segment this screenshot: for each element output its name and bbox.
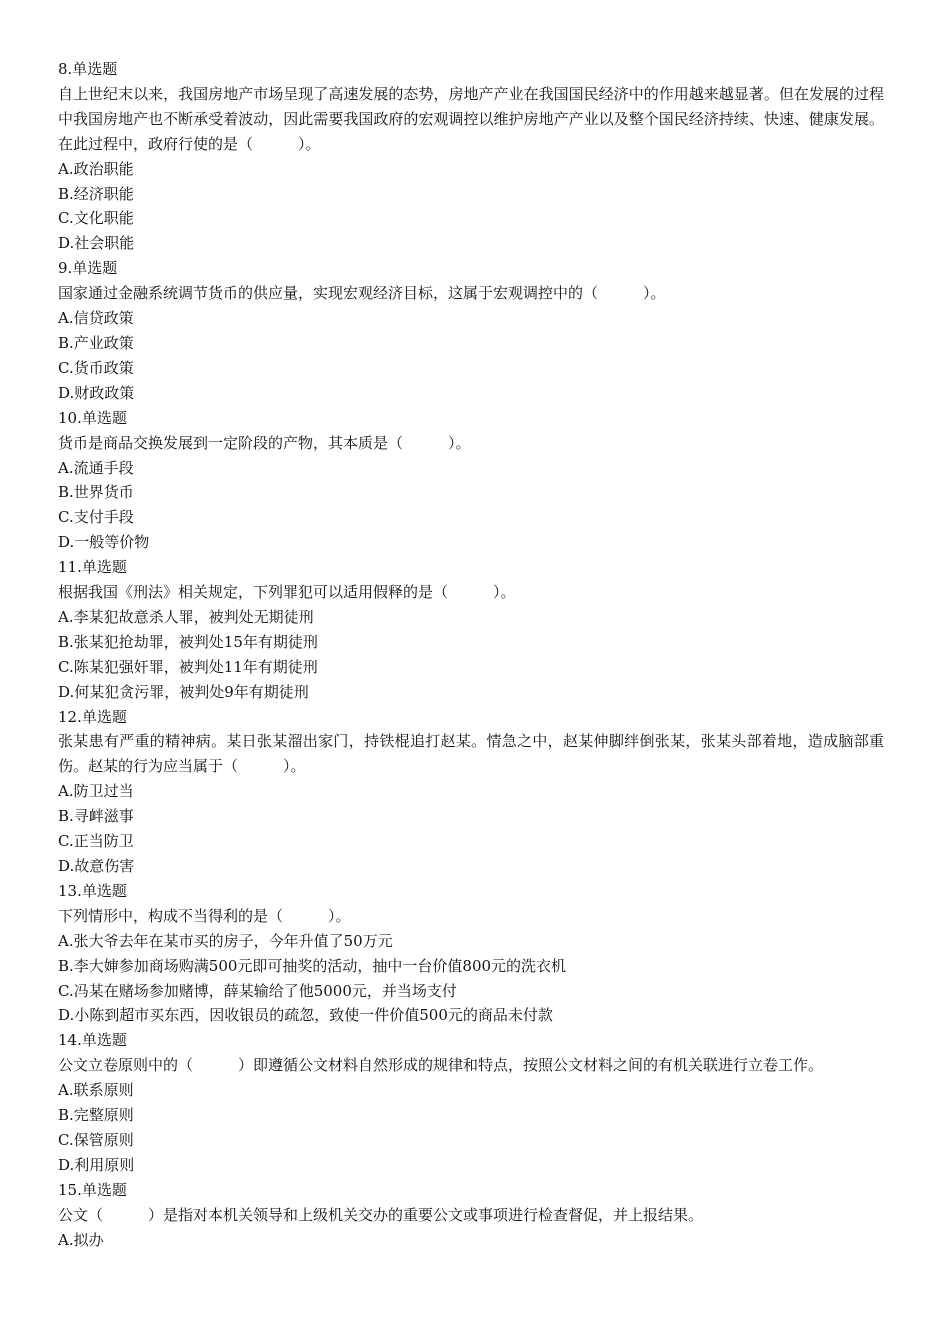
question-header: 11.单选题 — [58, 558, 127, 577]
option-b: B.完整原则 — [58, 1106, 134, 1125]
question-12 — [58, 705, 884, 879]
option-c: C.冯某在赌场参加赌博，薛某输给了他5000元，并当场支付 — [58, 981, 457, 1000]
question-14 — [58, 1028, 884, 1177]
option-d: D.故意伤害 — [58, 857, 135, 875]
question-10 — [58, 406, 884, 555]
question-stem: 自上世纪末以来，我国房地产市场呈现了高速发展的态势，房地产产业在我国国民经济中的作用越来越显著。但在发展的过程中我国房地产也不断承受着波动，因此需要我国政府的宏观调控以维护房地产产业以及整个国民经济持续、快速、健康发展。在此过程中，政府行使的是（ ）。 — [58, 84, 884, 153]
option-c: C.保管原则 — [58, 1130, 134, 1149]
option-a: A.信贷政策 — [58, 309, 134, 328]
option-a: A.拟办 — [58, 1230, 104, 1249]
question-stem: 张某患有严重的精神病。某日张某溜出家门，持铁棍追打赵某。情急之中，赵某伸脚绊倒张某，张某头部着地，造成脑部重伤。赵某的行为应当属于（ ）。 — [58, 732, 884, 776]
question-header: 9.单选题 — [58, 259, 118, 278]
option-b: B.经济职能 — [58, 184, 134, 203]
question-9 — [58, 256, 884, 405]
option-d: D.何某犯贪污罪，被判处9年有期徒刑 — [58, 682, 309, 701]
question-stem: 国家通过金融系统调节货币的供应量，实现宏观经济目标，这属于宏观调控中的（ ）。 — [58, 284, 666, 303]
question-header: 10.单选题 — [58, 408, 127, 427]
option-d: D.财政政策 — [58, 383, 135, 402]
option-c: C.正当防卫 — [58, 832, 134, 851]
question-11 — [58, 555, 884, 704]
option-a: A.张大爷去年在某市买的房子，今年升值了50万元 — [58, 931, 393, 950]
option-b: B.产业政策 — [58, 333, 134, 352]
option-b: B.张某犯抢劫罪，被判处15年有期徒刑 — [58, 632, 318, 651]
option-b: B.寻衅滋事 — [58, 807, 134, 826]
question-header: 12.单选题 — [58, 707, 127, 726]
exam-page — [58, 57, 884, 1253]
question-stem: 公文立卷原则中的（ ）即遵循公文材料自然形成的规律和特点，按照公文材料之间的有机关联进行立卷工作。 — [58, 1056, 824, 1075]
option-b: B.世界货币 — [58, 483, 134, 502]
question-stem: 根据我国《刑法》相关规定，下列罪犯可以适用假释的是（ ）。 — [58, 583, 516, 602]
question-stem: 公文（ ）是指对本机关领导和上级机关交办的重要公文或事项进行检查督促，并上报结果。 — [58, 1205, 704, 1224]
question-stem: 下列情形中，构成不当得利的是（ ）。 — [58, 906, 351, 925]
option-a: A.流通手段 — [58, 458, 134, 477]
question-stem: 货币是商品交换发展到一定阶段的产物，其本质是（ ）。 — [58, 433, 471, 452]
option-c: C.陈某犯强奸罪，被判处11年有期徒刑 — [58, 657, 318, 676]
option-d: D.利用原则 — [58, 1155, 135, 1174]
question-header: 8.单选题 — [58, 60, 118, 78]
option-d: D.小陈到超市买东西，因收银员的疏忽，致使一件价值500元的商品未付款 — [58, 1006, 553, 1025]
option-a: A.防卫过当 — [58, 782, 134, 801]
question-header: 15.单选题 — [58, 1180, 127, 1199]
question-8 — [58, 57, 884, 256]
option-a: A.政治职能 — [58, 159, 134, 178]
option-c: C.文化职能 — [58, 209, 134, 228]
option-d: D.社会职能 — [58, 234, 135, 253]
option-c: C.支付手段 — [58, 508, 134, 527]
question-header: 13.单选题 — [58, 881, 127, 900]
option-b: B.李大婶参加商场购满500元即可抽奖的活动，抽中一台价值800元的洗衣机 — [58, 956, 567, 975]
option-a: A.李某犯故意杀人罪，被判处无期徒刑 — [58, 607, 314, 626]
question-13 — [58, 879, 884, 1028]
question-15 — [58, 1178, 884, 1253]
option-d: D.一般等价物 — [58, 533, 150, 552]
option-a: A.联系原则 — [58, 1081, 134, 1100]
question-header: 14.单选题 — [58, 1031, 127, 1050]
option-c: C.货币政策 — [58, 358, 134, 377]
